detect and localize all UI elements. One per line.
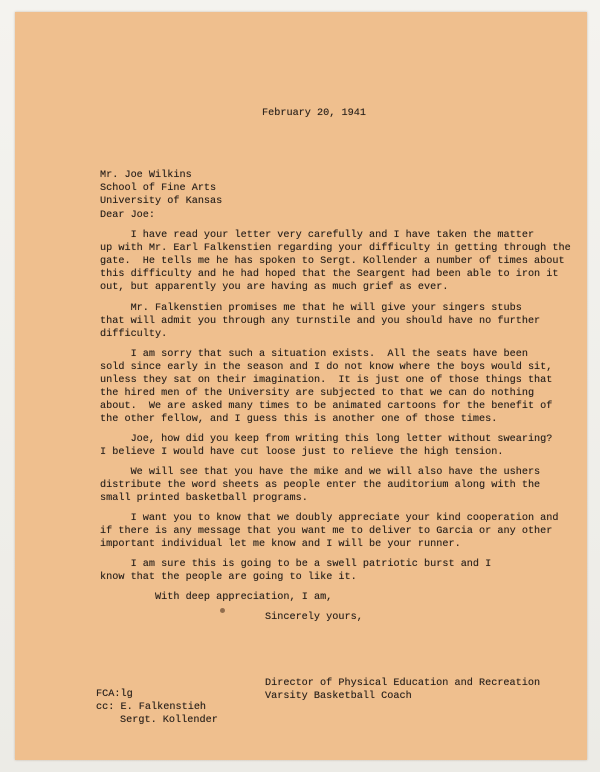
signature-title: Varsity Basketball Coach bbox=[265, 691, 412, 702]
paragraph-line: I am sure this is going to be a swell patriotic burst and I bbox=[100, 559, 492, 570]
paragraph-line: up with Mr. Earl Falkenstien regarding your difficulty in getting through the bbox=[100, 243, 571, 254]
paragraph-line: distribute the word sheets as people enter the auditorium along with the bbox=[100, 480, 541, 491]
valediction: Sincerely yours, bbox=[265, 612, 363, 623]
closing-line: With deep appreciation, I am, bbox=[155, 592, 333, 603]
cc-line: Sergt. Kollender bbox=[120, 715, 218, 726]
paragraph-line: about. We are asked many times to be animated cartoons for the benefit of bbox=[100, 401, 553, 412]
paragraph-line: I want you to know that we doubly appreciate your kind cooperation and bbox=[100, 513, 559, 524]
paragraph-line: small printed basketball programs. bbox=[100, 493, 308, 504]
paragraph-line: unless they sat on their imagination. It is just one of those things that bbox=[100, 375, 553, 386]
paragraph-line: I have read your letter very carefully and I have taken the matter bbox=[100, 230, 535, 241]
paragraph-line: difficulty. bbox=[100, 329, 168, 340]
recipient-line: School of Fine Arts bbox=[100, 183, 217, 194]
cc-line: cc: E. Falkenstieh bbox=[96, 702, 207, 713]
paragraph-line: the hired men of the University are subjected to that we can do nothing bbox=[100, 388, 535, 399]
signature-title: Director of Physical Education and Recreation bbox=[265, 678, 541, 689]
ink-spot bbox=[220, 608, 225, 613]
paragraph-line: Joe, how did you keep from writing this long letter without swearing? bbox=[100, 434, 553, 445]
paragraph-line: this difficulty and he had hoped that the Seargent had been able to iron it bbox=[100, 269, 559, 280]
paragraph-line: gate. He tells me he has spoken to Sergt. Kollender a number of times about bbox=[100, 256, 565, 267]
typist-initials: FCA:lg bbox=[96, 689, 133, 700]
paragraph-line: if there is any message that you want me to deliver to Garcia or any other bbox=[100, 526, 553, 537]
paragraph-line: Mr. Falkenstien promises me that he will give your singers stubs bbox=[100, 303, 522, 314]
paragraph-line: the other fellow, and I guess this is another one of those times. bbox=[100, 414, 498, 425]
letter-date: February 20, 1941 bbox=[262, 108, 366, 119]
paragraph-line: out, but apparently you are having as much grief as ever. bbox=[100, 282, 449, 293]
salutation: Dear Joe: bbox=[100, 210, 156, 221]
recipient-line: Mr. Joe Wilkins bbox=[100, 170, 192, 181]
paragraph-line: I believe I would have cut loose just to relieve the high tension. bbox=[100, 447, 504, 458]
paragraph-line: know that the people are going to like it. bbox=[100, 572, 357, 583]
paragraph-line: We will see that you have the mike and we will also have the ushers bbox=[100, 467, 541, 478]
paragraph-line: sold since early in the season and I do not know where the boys would sit, bbox=[100, 362, 553, 373]
paragraph-line: important individual let me know and I will be your runner. bbox=[100, 539, 461, 550]
recipient-line: University of Kansas bbox=[100, 196, 223, 207]
paragraph-line: that will admit you through any turnstile and you should have no further bbox=[100, 316, 541, 327]
paragraph-line: I am sorry that such a situation exists. All the seats have been bbox=[100, 349, 528, 360]
